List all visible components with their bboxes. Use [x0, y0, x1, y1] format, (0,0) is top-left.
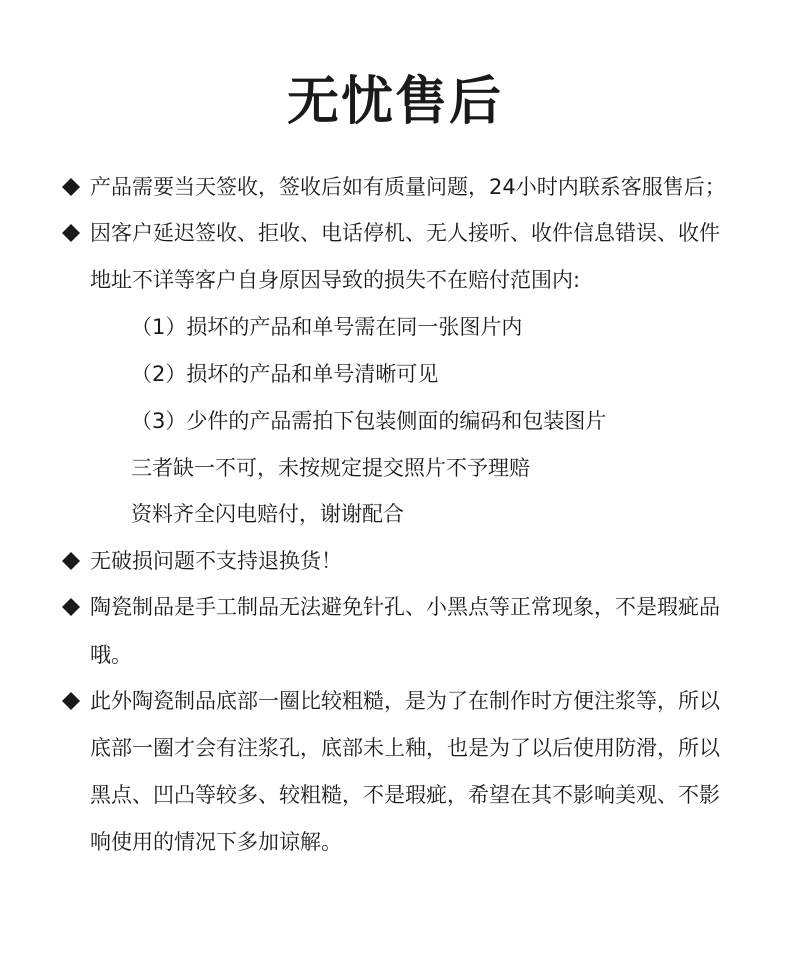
- page-title: 无忧售后: [286, 72, 503, 132]
- policy-line: 响使用的情况下多加谅解。: [90, 830, 342, 854]
- policy-line: 因客户延迟签收、拒收、电话停机、无人接听、收件信息错误、收件: [90, 221, 720, 245]
- policy-line: 底部一圈才会有注浆孔，底部未上釉，也是为了以后使用防滑，所以: [90, 736, 720, 760]
- policy-subitem: （1）损坏的产品和单号需在同一张图片内: [131, 315, 523, 339]
- policy-line: 此外陶瓷制品底部一圈比较粗糙，是为了在制作时方便注浆等，所以: [90, 689, 720, 713]
- diamond-bullet-icon: [62, 598, 80, 616]
- policy-subitem: 资料齐全闪电赔付，谢谢配合: [131, 502, 404, 526]
- diamond-bullet-icon: [62, 692, 80, 710]
- policy-line: 产品需要当天签收，签收后如有质量问题，24小时内联系客服售后；: [90, 175, 726, 199]
- diamond-bullet-icon: [62, 178, 80, 196]
- policy-line: 哦。: [90, 643, 132, 667]
- policy-subitem: 三者缺一不可，未按规定提交照片不予理赔: [131, 456, 530, 480]
- policy-line: 黑点、凹凸等较多、较粗糙，不是瑕疵，希望在其不影响美观、不影: [90, 783, 720, 807]
- diamond-bullet-icon: [62, 224, 80, 242]
- policy-line: 地址不详等客户自身原因导致的损失不在赔付范围内:: [90, 268, 581, 292]
- diamond-bullet-icon: [62, 552, 80, 570]
- policy-line: 陶瓷制品是手工制品无法避免针孔、小黑点等正常现象，不是瑕疵品: [90, 595, 720, 619]
- policy-line: 无破损问题不支持退换货！: [90, 549, 342, 573]
- policy-subitem: （2）损坏的产品和单号清晰可见: [131, 362, 439, 386]
- policy-subitem: （3）少件的产品需拍下包装侧面的编码和包装图片: [131, 409, 607, 433]
